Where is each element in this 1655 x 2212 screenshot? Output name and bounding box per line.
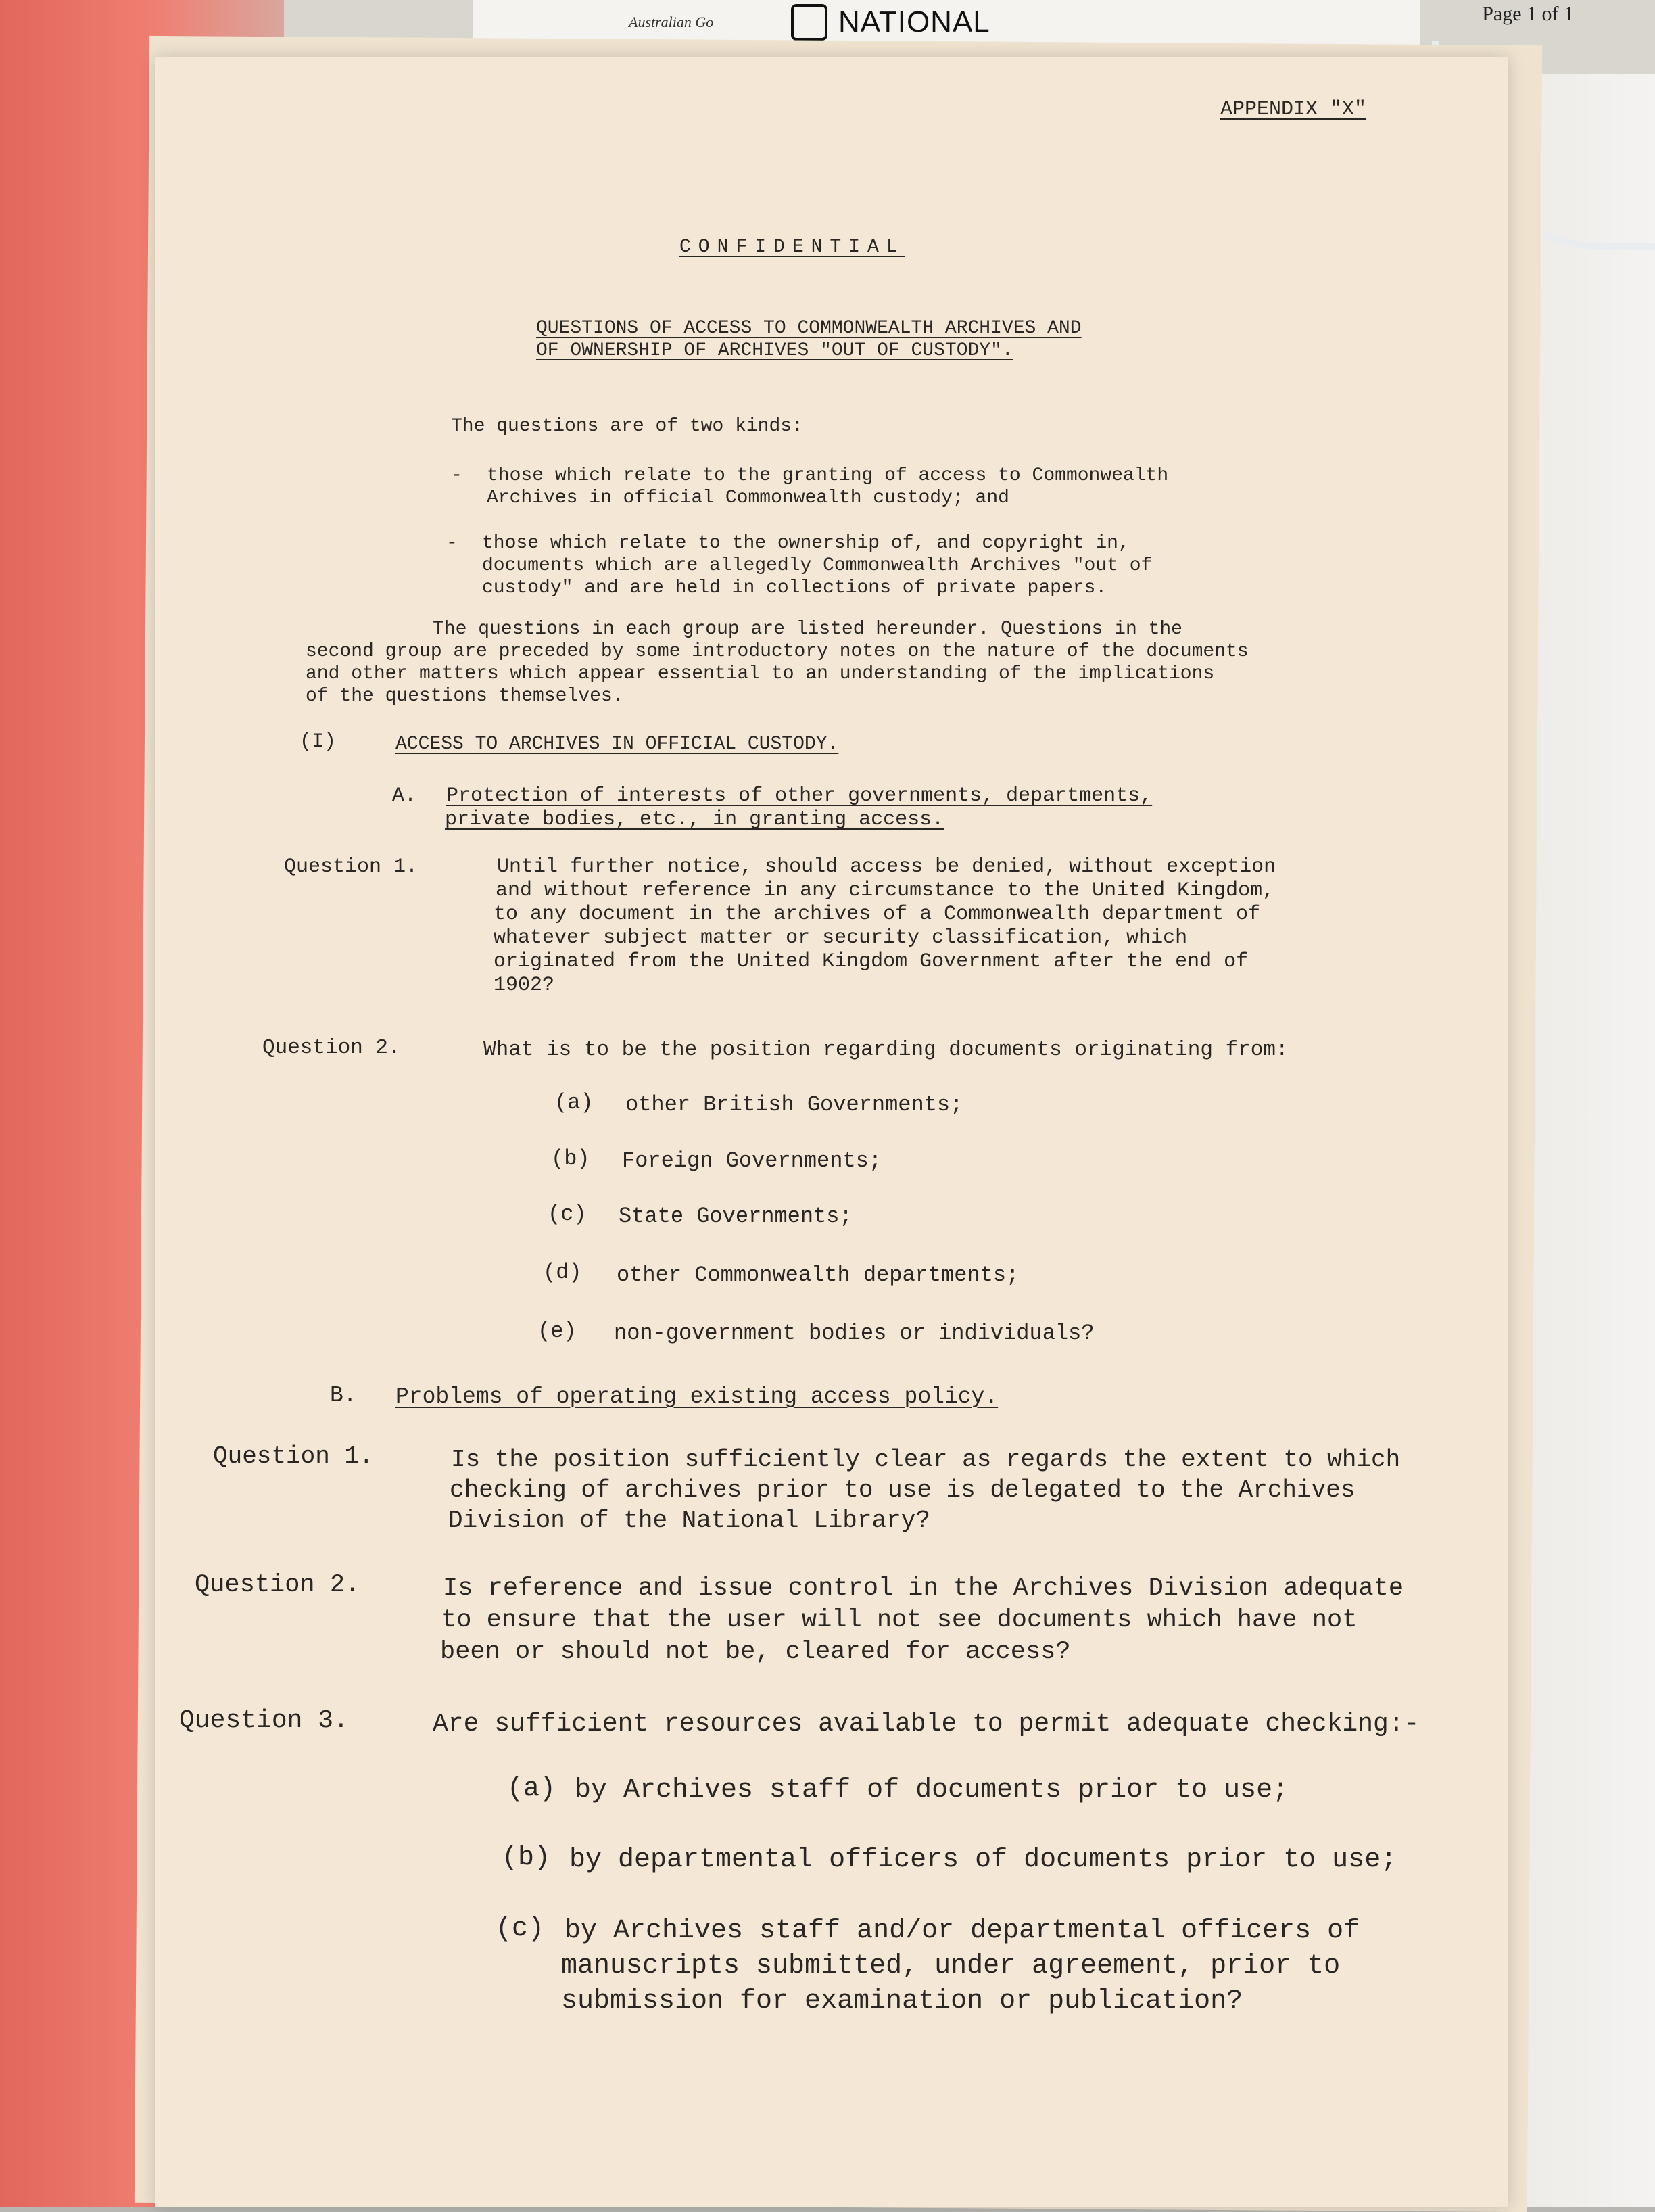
page-indicator: Page 1 of 1 — [1482, 3, 1574, 25]
B-question-2-label: Question 2. — [195, 1571, 360, 1599]
A-q2-item-d-mark: (d) — [543, 1260, 582, 1285]
A-q2-item-c-mark: (c) — [548, 1202, 587, 1227]
A-q2-item-d-text: other Commonwealth departments; — [617, 1263, 1020, 1288]
A-question-2-label: Question 2. — [262, 1036, 401, 1060]
kind-1-line-1: those which relate to the granting of access to Commonwealth — [487, 465, 1169, 486]
B-question-1-line-3: Division of the National Library? — [448, 1507, 930, 1534]
B-question-1-label: Question 1. — [213, 1442, 374, 1470]
para-line-3: and other matters which appear essential to an understanding of the implications — [306, 663, 1215, 684]
B-question-3-text: Are sufficient resources available to permit adequate checking:- — [433, 1710, 1420, 1739]
A-question-1-line-2: and without reference in any circumstance to the United Kingdom, — [496, 879, 1275, 902]
A-q2-item-c-text: State Governments; — [619, 1204, 853, 1229]
A-q2-item-e-mark: (e) — [537, 1319, 577, 1344]
A-q2-item-b-text: Foreign Governments; — [622, 1148, 882, 1173]
classification-heading: CONFIDENTIAL — [679, 237, 905, 258]
B-q3-item-a-line-1: by Archives staff of documents prior to use; — [575, 1775, 1289, 1806]
A-question-1-line-6: 1902? — [494, 974, 555, 997]
subsection-B-title: Problems of operating existing access policy. — [395, 1384, 999, 1409]
appendix-label: APPENDIX "X" — [1220, 98, 1367, 121]
A-q2-item-a-mark: (a) — [554, 1090, 594, 1115]
B-question-2-line-1: Is reference and issue control in the Archives Division adequate — [443, 1574, 1404, 1603]
document-page — [155, 57, 1508, 2207]
A-question-2-text: What is to be the position regarding documents originating from: — [483, 1038, 1289, 1062]
A-q2-item-e-text: non-government bodies or individuals? — [614, 1321, 1095, 1346]
B-question-2-line-2: to ensure that the user will not see documents which have not — [441, 1606, 1358, 1634]
B-q3-item-a-mark: (a) — [507, 1774, 556, 1804]
subsection-A-title-line-1: Protection of interests of other governments, departments, — [446, 784, 1153, 807]
section-I-number: (I) — [299, 730, 337, 753]
kind-2-marker: - — [446, 533, 458, 554]
B-q3-item-c-mark: (c) — [496, 1914, 545, 1944]
national-logo-icon — [791, 4, 828, 41]
B-q3-item-c-line-2: manuscripts submitted, under agreement, prior to — [561, 1951, 1341, 1981]
underlying-paper-org: Australian Go — [629, 14, 714, 30]
B-question-3-label: Question 3. — [179, 1706, 349, 1735]
A-q2-item-a-text: other British Governments; — [625, 1092, 963, 1117]
para-line-2: second group are preceded by some introductory notes on the nature of the documents — [306, 641, 1249, 662]
intro-text: The questions are of two kinds: — [451, 416, 803, 437]
kind-2-line-3: custody" and are held in collections of private papers. — [482, 578, 1107, 598]
B-q3-item-c-line-1: by Archives staff and/or departmental officers of — [565, 1916, 1360, 1946]
kind-2-line-2: documents which are allegedly Commonwealth Archives "out of — [482, 555, 1153, 576]
section-I-title: ACCESS TO ARCHIVES IN OFFICIAL CUSTODY. — [395, 734, 839, 755]
kind-1-marker: - — [451, 465, 462, 486]
B-question-2-line-3: been or should not be, cleared for access? — [440, 1638, 1071, 1666]
A-question-1-line-1: Until further notice, should access be denied, without exception — [497, 855, 1276, 878]
title-line-2: OF OWNERSHIP OF ARCHIVES "OUT OF CUSTODY". — [536, 340, 1013, 361]
kind-2-line-1: those which relate to the ownership of, and copyright in, — [482, 533, 1130, 554]
A-question-1-line-5: originated from the United Kingdom Government after the end of — [494, 950, 1249, 973]
subsection-A-title-line-2: private bodies, etc., in granting access. — [445, 808, 944, 831]
B-q3-item-b-mark: (b) — [502, 1843, 551, 1873]
underlying-paper-brand: NATIONAL — [838, 5, 990, 39]
subsection-A-letter: A. — [392, 784, 417, 807]
subsection-B-letter: B. — [330, 1383, 357, 1408]
A-question-1-label: Question 1. — [284, 855, 418, 878]
A-question-1-line-3: to any document in the archives of a Commonwealth department of — [494, 903, 1261, 926]
B-q3-item-b-line-1: by departmental officers of documents prior to use; — [569, 1845, 1397, 1875]
B-question-1-line-1: Is the position sufficiently clear as regards the extent to which — [451, 1446, 1401, 1474]
title-line-1: QUESTIONS OF ACCESS TO COMMONWEALTH ARCHIVES AND — [536, 318, 1082, 339]
para-line-4: of the questions themselves. — [306, 686, 624, 707]
para-line-1: The questions in each group are listed hereunder. Questions in the — [433, 619, 1182, 640]
kind-1-line-2: Archives in official Commonwealth custody; and — [487, 488, 1009, 509]
B-question-1-line-2: checking of archives prior to use is delegated to the Archives — [450, 1476, 1356, 1504]
B-q3-item-c-line-3: submission for examination or publication? — [561, 1986, 1243, 2017]
A-question-1-line-4: whatever subject matter or security classification, which — [494, 926, 1188, 949]
A-q2-item-b-mark: (b) — [551, 1146, 590, 1171]
